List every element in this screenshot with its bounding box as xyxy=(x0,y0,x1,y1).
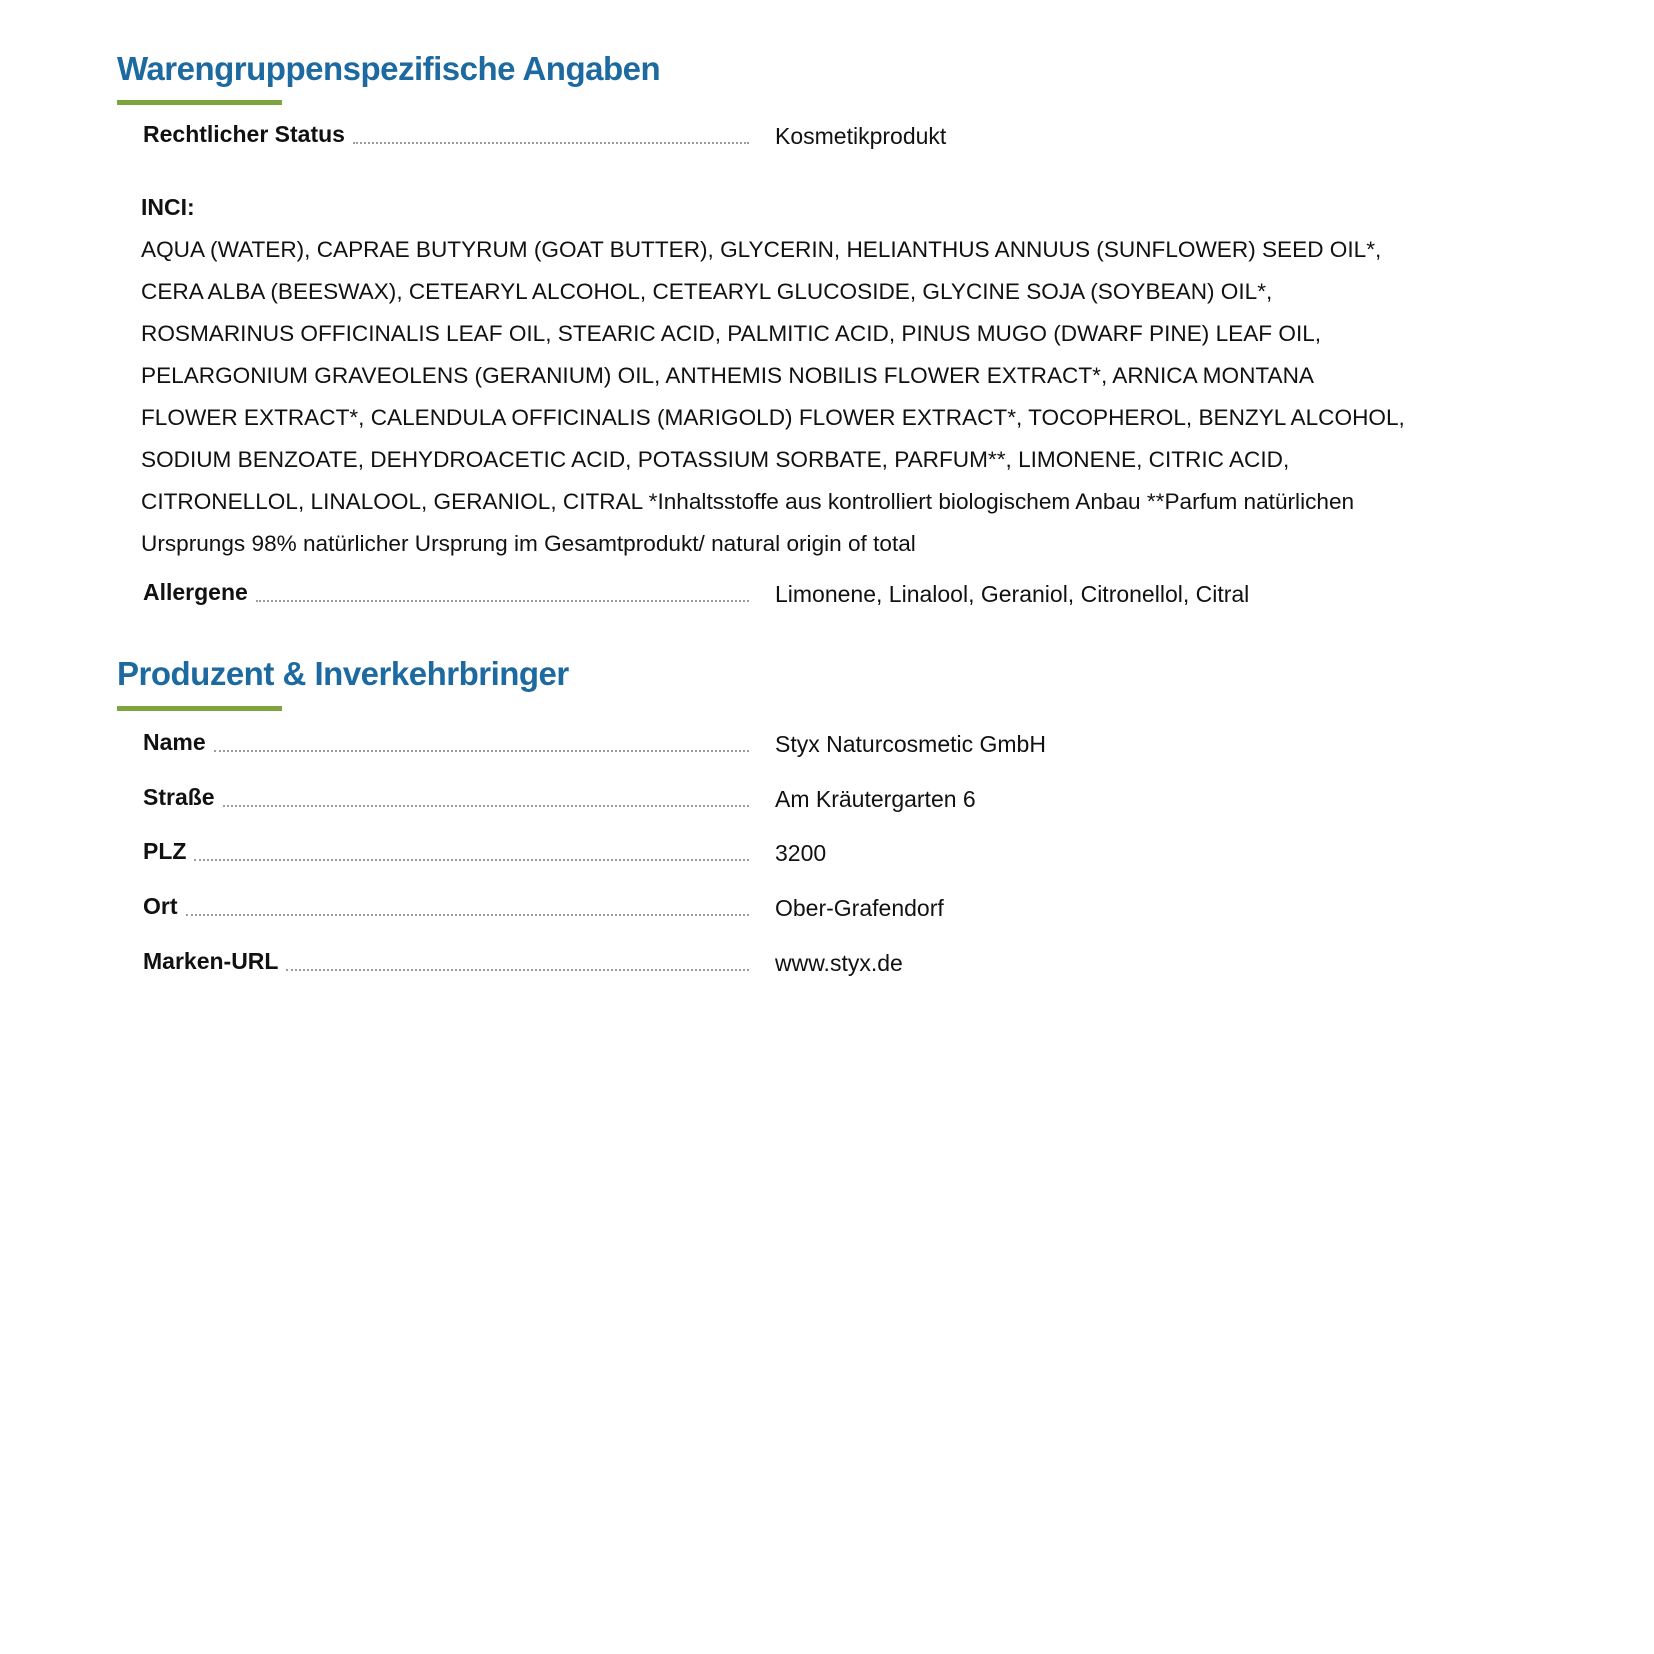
row-allergene xyxy=(143,578,1503,614)
row-label xyxy=(143,892,749,920)
value-strasse: Am Kräutergarten 6 xyxy=(775,786,976,812)
section-title-produzent: Produzent & Inverkehrbringer xyxy=(117,655,569,692)
row-marken-url xyxy=(143,947,1503,983)
label-name: Name xyxy=(143,729,206,755)
dotted-leader xyxy=(194,859,749,861)
dotted-leader xyxy=(214,750,749,752)
label-plz: PLZ xyxy=(143,838,187,864)
value-allergene: Limonene, Linalool, Geraniol, Citronellol, Citral xyxy=(775,581,1250,607)
section-title-warengruppe: Warengruppenspezifische Angaben xyxy=(117,50,661,87)
inci-heading: INCI: xyxy=(141,194,195,220)
row-rechtlicher-status xyxy=(143,120,1503,156)
row-label xyxy=(143,837,749,865)
section-underline-produzent xyxy=(117,706,282,711)
value-marken-url: www.styx.de xyxy=(775,950,903,976)
dotted-leader xyxy=(223,805,749,807)
row-strasse xyxy=(143,783,1503,819)
row-label xyxy=(143,783,749,811)
row-label xyxy=(143,578,749,606)
label-rechtlicher-status: Rechtlicher Status xyxy=(143,121,345,147)
label-ort: Ort xyxy=(143,893,178,919)
dotted-leader xyxy=(256,600,749,602)
row-label xyxy=(143,947,749,975)
label-strasse: Straße xyxy=(143,784,215,810)
row-name xyxy=(143,728,1503,764)
label-allergene: Allergene xyxy=(143,579,248,605)
dotted-leader xyxy=(353,142,749,144)
value-name: Styx Naturcosmetic GmbH xyxy=(775,731,1046,757)
dotted-leader xyxy=(186,914,750,916)
inci-text: AQUA (WATER), CAPRAE BUTYRUM (GOAT BUTTER), GLYCERIN, HELIANTHUS ANNUUS (SUNFLOWER) SEED OIL*, CERA ALBA (BEESWAX), CETEARYL ALCOHOL, CETEARYL GLUCOSIDE, GLYCINE SOJA (SOYBEAN) OIL*, ROSMARINUS OFFICINALIS LEAF OIL, STEARIC ACID, PALMITIC ACID, PINUS MUGO (DWARF PINE) LEAF OIL, PELARGONIUM GRAVEOLENS (GERANIUM) OIL, ANTHEMIS NOBILIS FLOWER EXTRACT*, ARNICA MONTANA FLOWER EXTRACT*, CALENDULA OFFICINALIS (MARIGOLD) FLOWER EXTRACT*, TOCOPHEROL, BENZYL ALCOHOL, SODIUM BENZOATE, DEHYDROACETIC ACID, POTASSIUM SORBATE, PARFUM**, LIMONENE, CITRIC ACID, CITRONELLOL, LINALOOL, GERANIOL, CITRAL *Inhaltsstoffe aus kontrolliert biologischem Anbau **Parfum natürlichen Ursprungs 98% natürlicher Ursprung im Gesamtprodukt/ natural origin of total xyxy=(141,237,1405,556)
value-rechtlicher-status: Kosmetikprodukt xyxy=(775,123,947,149)
dotted-leader xyxy=(286,969,749,971)
row-ort xyxy=(143,892,1503,928)
value-plz: 3200 xyxy=(775,840,827,866)
row-label xyxy=(143,120,749,148)
row-plz xyxy=(143,837,1503,873)
value-ort: Ober-Grafendorf xyxy=(775,895,944,921)
label-marken-url: Marken-URL xyxy=(143,948,279,974)
row-label xyxy=(143,728,749,756)
section-underline-warengruppe xyxy=(117,100,282,105)
